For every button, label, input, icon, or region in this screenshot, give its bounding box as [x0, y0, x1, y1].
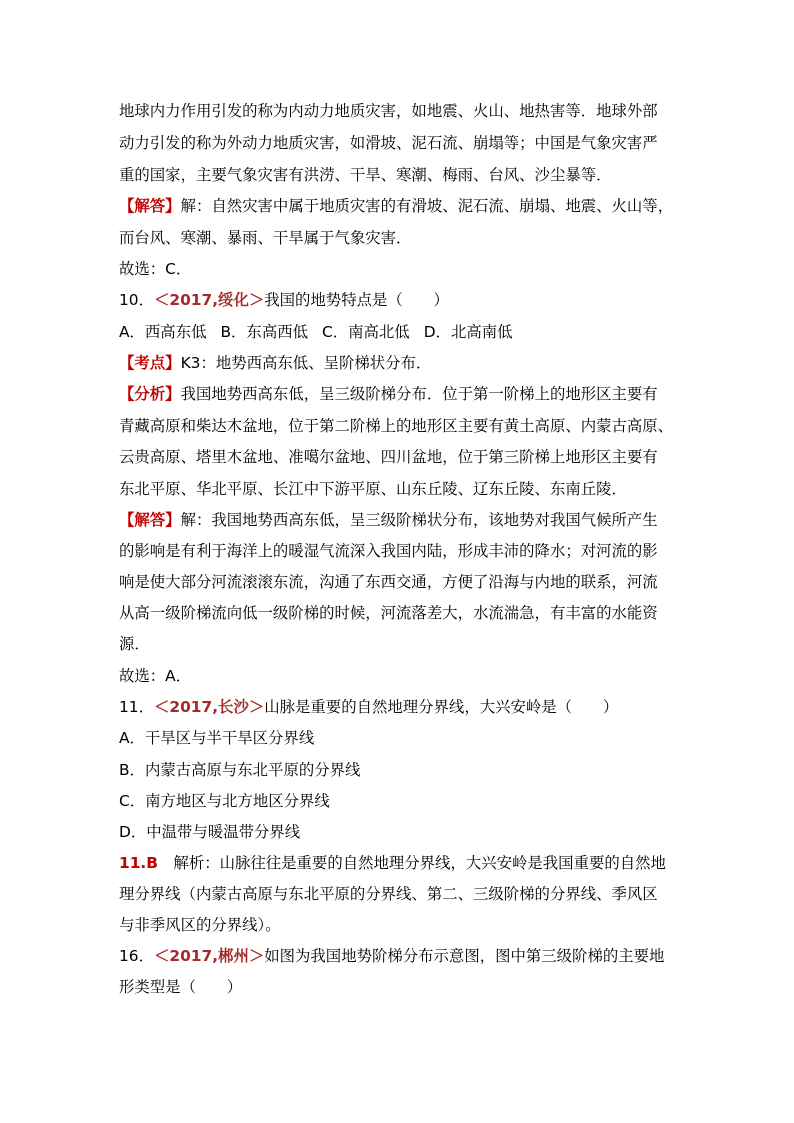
- jieda-tag: 【解答】: [119, 511, 181, 529]
- choice-line: 故选：A．: [119, 667, 192, 685]
- answer-label: 11.B: [119, 854, 158, 872]
- question-11: [119, 697, 618, 717]
- text-line: 与非季风区的分界线）。: [119, 916, 281, 934]
- fenxi-tag: 【分析】: [119, 385, 181, 403]
- question-stem: 山脉是重要的自然地理分界线，大兴安岭是（ ）: [264, 698, 619, 716]
- question-number: 16．: [119, 947, 154, 965]
- text-line: 云贵高原、塔里木盆地、准噶尔盆地、四川盆地，位于第三阶梯上地形区主要有: [119, 448, 658, 466]
- option-d: D．北高南低: [423, 323, 513, 341]
- text-line: 的影响是有利于海洋上的暖湿气流深入我国内陆，形成丰沛的降水；对河流的影: [119, 542, 658, 560]
- kaodian-line: [119, 353, 431, 373]
- question-source: ＜2017,绥化＞: [153, 291, 265, 309]
- text-line: 从高一级阶梯流向低一级阶梯的时候，河流落差大，水流湍急，有丰富的水能资: [119, 604, 658, 622]
- explanation-line: [119, 853, 666, 873]
- option-d: D．中温带与暖温带分界线: [119, 823, 301, 841]
- question-16: [119, 946, 664, 966]
- text-line: 动力引发的称为外动力地质灾害，如滑坡、泥石流、崩塌等；中国是气象灾害严: [119, 134, 658, 152]
- option-c: C．南方地区与北方地区分界线: [119, 792, 330, 810]
- text-line: 理分界线（内蒙古高原与东北平原的分界线、第二、三级阶梯的分界线、季风区: [119, 885, 658, 903]
- question-stem: 如图为我国地势阶梯分布示意图，图中第三级阶梯的主要地: [264, 947, 665, 965]
- text-line: 响是使大部分河流滚滚东流，沟通了东西交通，方便了沿海与内地的联系，河流: [119, 573, 658, 591]
- option-c: C．南高北低: [322, 323, 410, 341]
- text-line: 重的国家，主要气象灾害有洪涝、干旱、寒潮、梅雨、台风、沙尘暴等．: [119, 166, 612, 184]
- answer-line: [119, 196, 673, 216]
- question-10-options: [119, 322, 513, 342]
- option-a: A．干旱区与半干旱区分界线: [119, 729, 315, 747]
- fenxi-text: 我国地势西高东低，呈三级阶梯分布．位于第一阶梯上的地形区主要有: [180, 385, 658, 403]
- text-line: 地球内力作用引发的称为内动力地质灾害，如地震、火山、地热害等．地球外部: [119, 102, 658, 120]
- question-10: [119, 290, 449, 310]
- question-source: ＜2017,长沙＞: [153, 698, 265, 716]
- jieda-line: [119, 510, 658, 530]
- text-line: 而台风、寒潮、暴雨、干旱属于气象灾害．: [119, 229, 412, 247]
- option-b: B．东高西低: [220, 323, 308, 341]
- jieda-text: 解：我国地势西高东低，呈三级阶梯状分布，该地势对我国气候所产生: [180, 511, 658, 529]
- question-source: ＜2017,郴州＞: [153, 947, 265, 965]
- question-number: 10．: [119, 291, 154, 309]
- question-number: 11．: [119, 698, 154, 716]
- text-line: 源．: [119, 635, 150, 653]
- text-line: 青藏高原和柴达木盆地，位于第二阶梯上的地形区主要有黄土高原、内蒙古高原、: [119, 417, 674, 435]
- fenxi-line: [119, 384, 658, 404]
- choice-line: 故选：C．: [119, 260, 192, 278]
- question-stem: 我国的地势特点是（ ）: [264, 291, 449, 309]
- jieda-tag: 【解答】: [119, 197, 181, 215]
- option-b: B．内蒙古高原与东北平原的分界线: [119, 761, 361, 779]
- kaodian-tag: 【考点】: [119, 354, 181, 372]
- option-a: A．西高东低: [119, 323, 207, 341]
- kaodian-text: K3：地势西高东低、呈阶梯状分布．: [180, 354, 432, 372]
- explanation-text: 解析：山脉往往是重要的自然地理分界线，大兴安岭是我国重要的自然地: [173, 854, 666, 872]
- answer-text: 解：自然灾害中属于地质灾害的有滑坡、泥石流、崩塌、地震、火山等，: [180, 197, 674, 215]
- text-line: 形类型是（ ）: [119, 978, 243, 996]
- text-line: 东北平原、华北平原、长江中下游平原、山东丘陵、辽东丘陵、东南丘陵．: [119, 480, 627, 498]
